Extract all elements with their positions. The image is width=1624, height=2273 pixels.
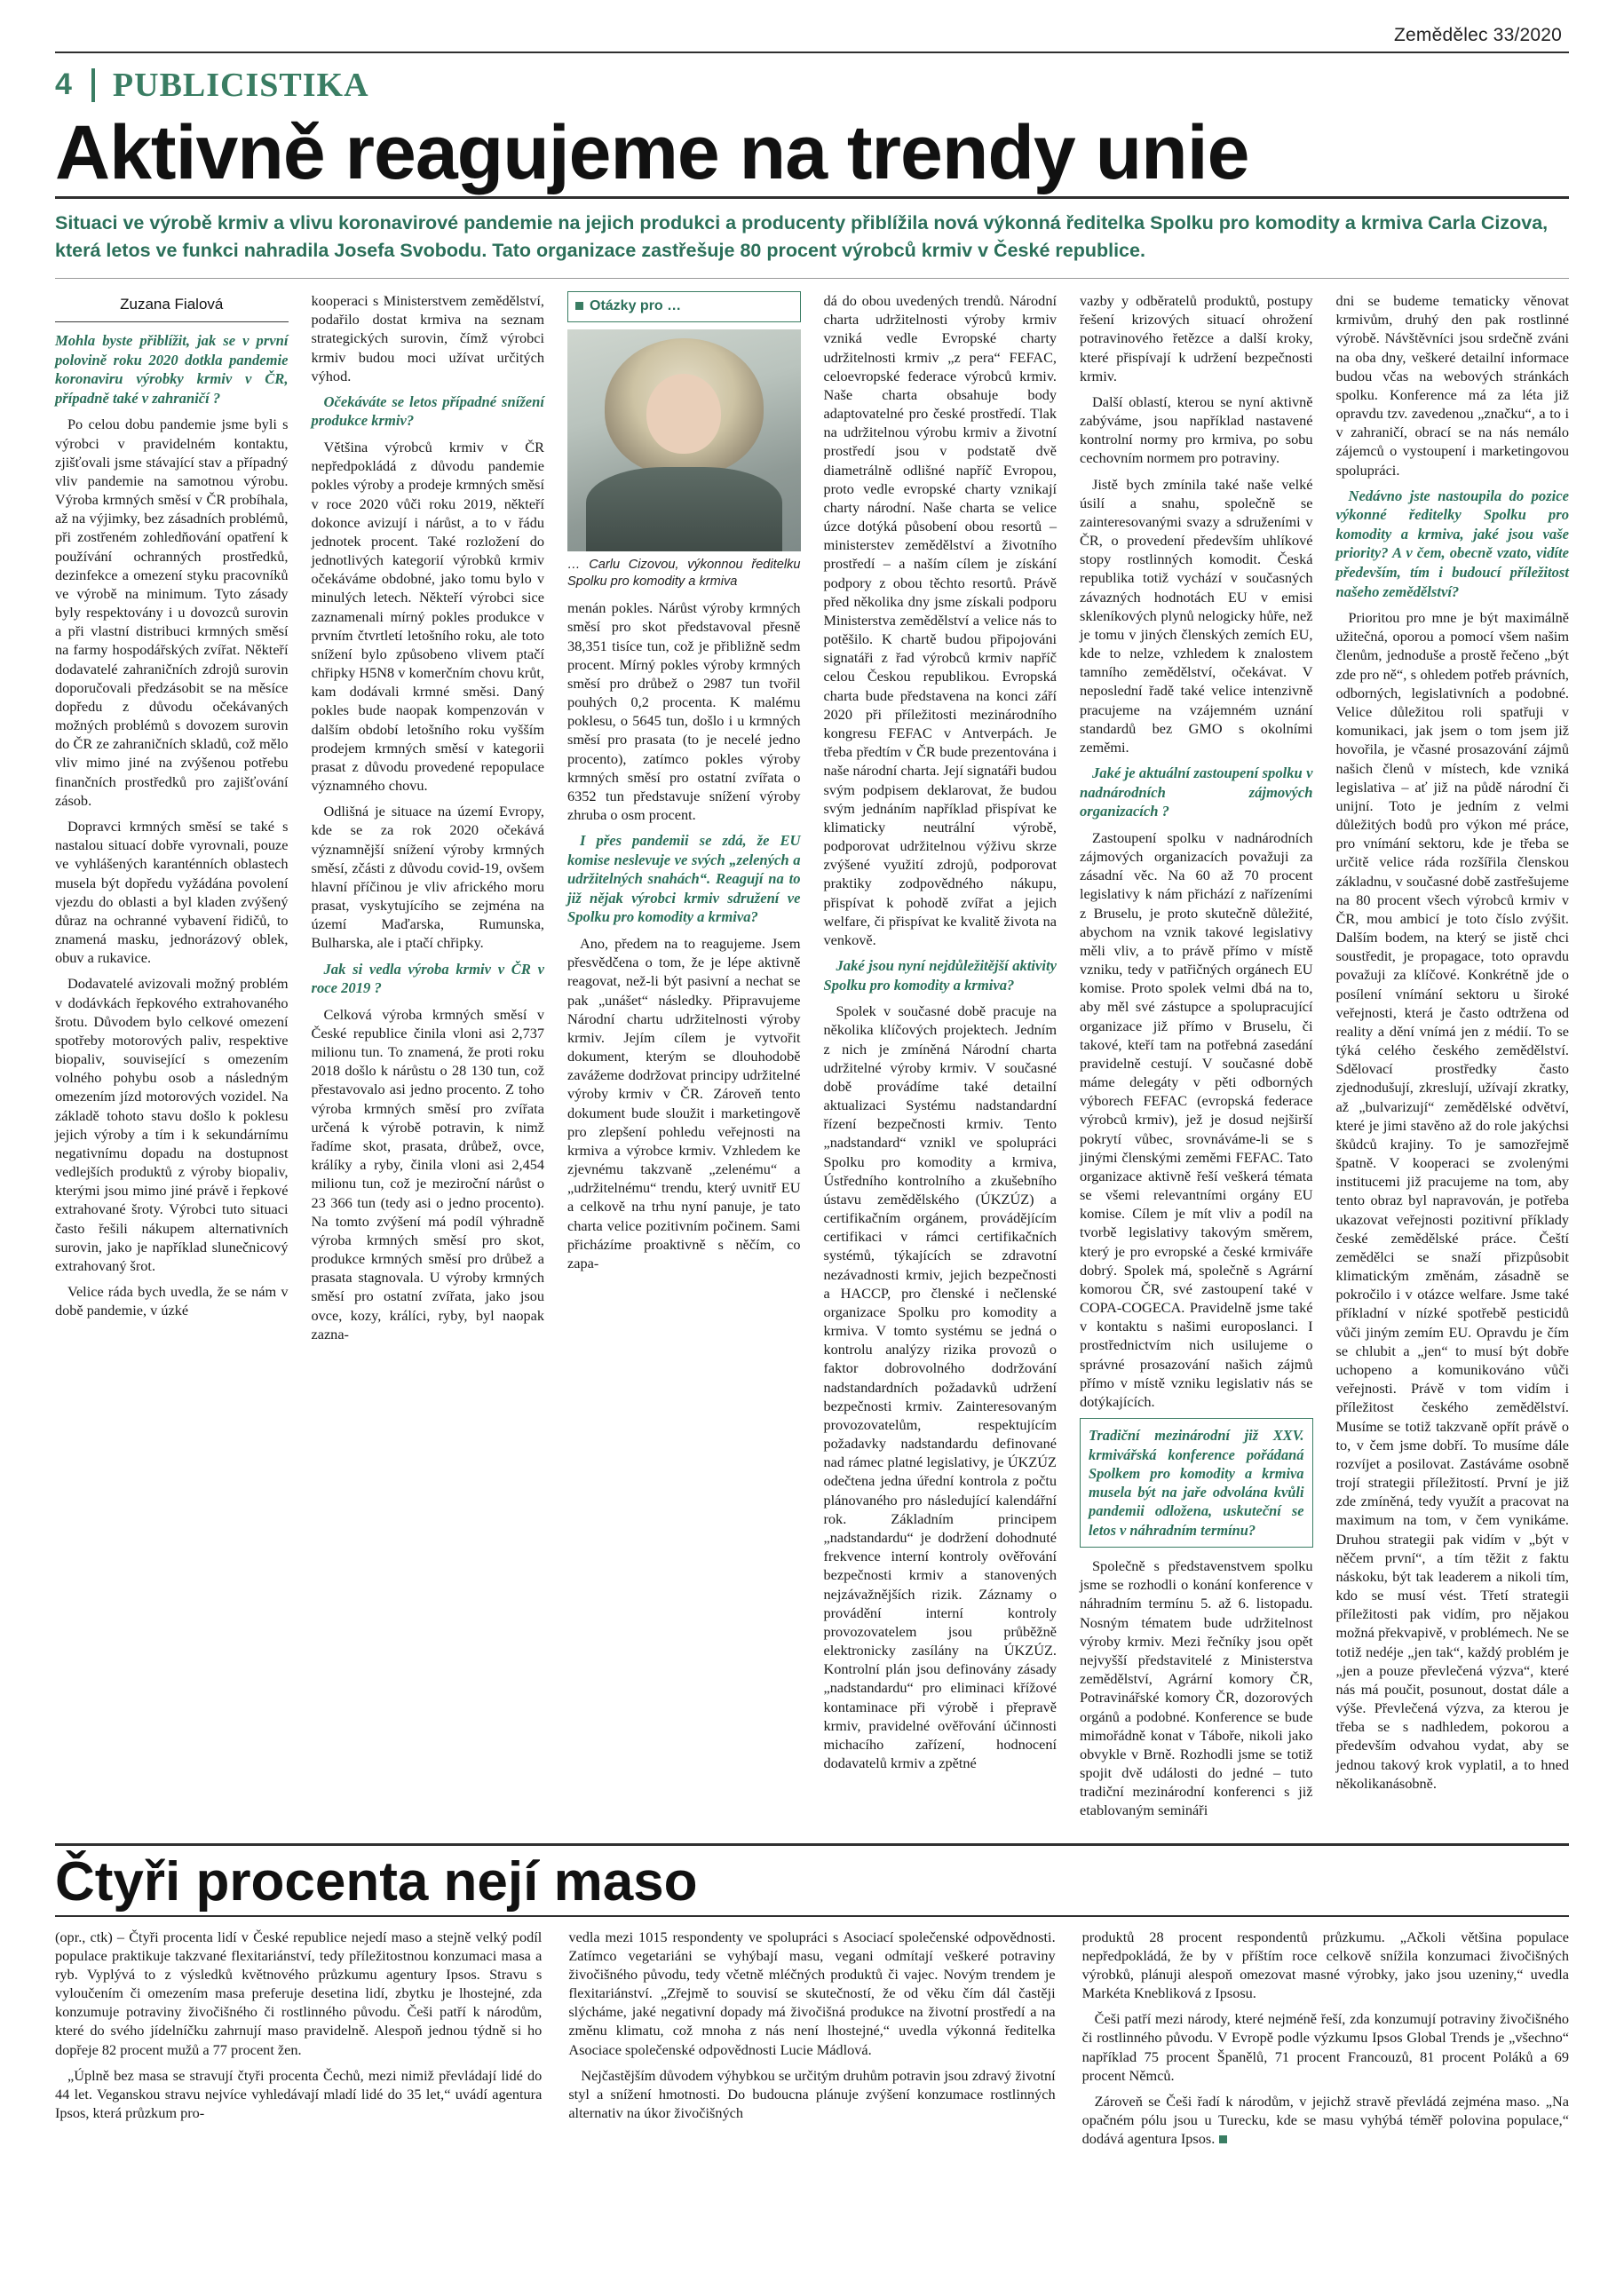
column-3 [567, 291, 801, 1827]
paragraph: Jistě bych zmínila také naše velké úsilí a snahu, společně se zainteresovanými svazy a sdruženími v ČR, o provedení především uhlíkové stopy rostlinných komodit. Česká republika totiž vychází v současných závazných hodnotách EU v emisi skleníkových plynů nelogicky hůře, než je tomu v jiných členských zemích EU, kde to nelze, vzhledem k znalostem tamního zemědělství, očekávat. V neposlední řadě také velice intenzivně pracujeme na vzájemném uznání standardů bez GMO s okolními zeměmi. [1080, 475, 1313, 756]
paragraph: Po celou dobu pandemie jsme byli s výrobci v pravidelném kontaktu, zjišťovali jsme stávající stav a případný vliv pandemie na samotnou výrobu. Výroba krmných směsí v ČR probíhala, až na výjimky, bez zásadních problémů, při zostřeném zohledňování opatření k používání ochranných prostředků, dezinfekce a omezení styku pracovníků ve výrobě na minimum. Tyto zásady byly respektovány i u dovozců surovin a při vlastní distribuci krmných směsí na farmy hospodářských zvířat. Někteří dodavatelé zahraničních zdrojů surovin doporučovali předzásobit se na měsíce dopředu z důvodu očekávaných možných problémů s dovozem surovin do ČR ze zahraničních skladů, což mělo vliv mimo jiné na zvýšenou potřebu finančních prostředků pro zajišťování zásob. [55, 416, 289, 809]
paragraph: Celková výroba krmných směsí v České republice činila vloni asi 2,737 milionu tun. To znamená, že proti roku 2018 došlo k nárůstu o 28 130 tun, což přestavovalo asi jedno procento. Z toho výroba krmných směsí pro zvířata určená k výrobě potravin, k nimž řadíme skot, prasata, drůbež, ovce, králíky a ryby, činila vloni asi 2,454 milionu tun, což je meziroční nárůst o 23 366 tun (tedy asi o jedno procento). Na tomto zvýšení má podíl výhradně výroba krmných směsí pro skot, produkce krmných směsí pro drůbež a prasata stagnovala. U výroby krmných směsí pro ostatní zvířata, jako jsou ovce, kozy, králíci, ryby, byl naopak zazna- [311, 1005, 544, 1342]
lead-divider [55, 278, 1569, 279]
article2-headline: Čtyři procenta nejí maso [55, 1850, 698, 1913]
bullet-square-icon [575, 302, 583, 310]
portrait-photo [567, 329, 801, 551]
paragraph: dni se budeme tematicky věnovat krmivům, druhý den pak rostlinné výrobě. Návštěvníci jsou srdečně zváni na oba dny, veškeré detailní informace budou včas na webových stránkách spolku. Konference má za léta již opravdu tzv. zavedenou „značku“, a to i v zahraničí, obrací se na nás nemálo zájemců o vystoupení i marketingovou spolupráci. [1335, 292, 1569, 479]
photo-face-shape [646, 374, 721, 454]
byline: Zuzana Fialová [55, 295, 289, 322]
paragraph [1082, 2092, 1569, 2149]
paragraph: vedla mezi 1015 respondenty ve spolupráci s Asociací společenské odpovědnosti. Zatímco vegetariáni se vyhýbají masu, vegani odmítají veškeré potraviny živočišného původu, tedy včetně mléčných produktů či vajec. Novým trendem je flexitariánství. „Zřejmě to souvisí se skutečností, že od věku čím dál častěji slýcháme, jaké negativní dopady má živočišná produkce na životní prostředí a na změnu klimatu, což mnoha z nás není lhostejné,“ uvedla výkonná ředitelka Asociace společenské odpovědnosti Lucie Mádlová. [568, 1928, 1056, 2058]
highlight-question: Tradiční mezinárodní již XXV. krmivářská konference pořádaná Spolkem pro komodity a krmiva musela být na jaře odvolána kvůli pandemii odložena, uskuteční se letos v náhradním termínu? [1089, 1427, 1304, 1539]
article2-columns [55, 1928, 1569, 2156]
paragraph: vazby y odběratelů produktů, postupy řešení krizových situací ohrožení potravinového řetězce a další kroky, které přispívají k udržení bezpečnosti krmiv. [1080, 292, 1313, 384]
column-4 [824, 291, 1058, 1827]
paragraph: Ano, předem na to reagujeme. Jsem přesvědčena o tom, že je lépe aktivně reagovat, než-li být pasivní a nechat se pak „unášet“ následky. Připravujeme Národní chartu udržitelnosti výroby krmiv. Jejím cílem je vytvořit dokument, kterým se dlouhodobě zavážeme dodržovat principy udržitelné výroby krmiv v ČR. Zároveň tento dokument bude sloužit i marketingově pro zlepšení pohledu veřejnosti na krmiva a výrobce krmiv. Vzhledem ke zjevnému takzvaně „zelenému“ a „udržitelnému“ trendu, který uvnitř EU a celkově na trhu nyní panuje, je tato charta velice pozitivním počinem. Sami přicházíme proaktivně s něčím, co zapa- [567, 935, 801, 1271]
a2-column-2 [568, 1928, 1055, 2156]
paragraph: Další oblastí, kterou se nyní aktivně zabýváme, jsou například nastavené kontrolní normy pro krmiva, po sobu cechovním normem pro potraviny. [1080, 392, 1313, 467]
section-bar [0, 53, 1624, 106]
paragraph: Dodavatelé avizovali možný problém v dodávkách řepkového extrahovaného šrotu. Důvodem bylo celkové omezení spotřeby motorových paliv, respektive biopaliv, související s omezením volného pohybu osob a následným omezením jízd motorových vozidel. Na základě tohoto stavu došlo k poklesu jejich výroby a tím i k sekundárnímu negativnímu dopadu na dostupnost vedlejších produktů z výroby biopaliv, kterými jsou mimo jiné právě i řepkové extrahované šroty. Výrobci tuto situaci často řešili nákupem alternativních surovin, jako je například slunečnicový extrahovaný šrot. [55, 975, 289, 1274]
column-5 [1080, 291, 1313, 1827]
paragraph: menán pokles. Nárůst výroby krmných směsí pro skot představoval přesně 38,351 tisíce tun, což je přibližně sedm procent. Mírný pokles výroby krmných směsí pro drůbež o 2987 tun tvořil pouhých 0,2 procenta. K malému poklesu, o 5645 tun, došlo i u krmných směsí pro prasata (to je necelé jedno procento), zatímco pokles výroby krmných směsí pro ostatní zvířata o 6352 tun představuje snížení výroby zhruba o osm procent. [567, 599, 801, 824]
page-footer-space [0, 2155, 1624, 2182]
paragraph: Zastoupení spolku v nadnárodních zájmových organizacích považuji za zásadní věc. Na 60 až 70 procent legislativy k nám přichází z nařízeními z Bruselu, je proto skutečně důležité, abychom na vznik takové legislativy měli vliv, a to právě přímo v místě vzniku, tedy v patřičných orgánech EU komise. Proto spolek velmi dbá na to, aby měl své zástupce a spolupracující organizace již přímo v Bruselu, či takové, kteří tam na potřebná zasedání pravidelně cestují. V současné době máme delegáty v pěti odborných výborech FEFAC (evropská federace výrobců krmiv), jež je dosud nejširší pokrytí vůbec, srovnáváme-li se s jinými členskými zeměmi FEFAC. Tato organizace aktivně řeší veškerá témata se všemi relevantními orgány EU komise. Cílem je mít vliv a podíl na tvorbě legislativy takovým směrem, který je pro evropské a české krmiváře dobrý. Spolek má, společně s Agrární komorou ČR, své zastoupení také v COPA-COGECA. Pravidelně jsme také v kontaktu s našimi europoslanci. I prostřednictvím nich usilujeme o správné prosazování našich zájmů přímo v místě vzniku legislativ nás se dotýkajících. [1080, 828, 1313, 1410]
interview-question: I přes pandemii se zdá, že EU komise neslevuje ve svých „zelených a udržitelných snahách“. Reagují na to již nějak výrobci krmiv sdružení ve Spolku pro komodity a krmiva? [567, 832, 801, 926]
paragraph: produktů 28 procent respondentů průzkumu. „Ačkoli většina populace nepředpokládá, že by v příštím roce celkově snížila konzumaci živočišných výrobků, plánuji alespoň omezovat masné výrobky, jako jsou uzeniny,“ uvedla Markéta Knebliková z Ipsosu. [1081, 1928, 1569, 2002]
interview-question: Jaké je aktuální zastoupení spolku v nadnárodních zájmových organizacích ? [1080, 764, 1313, 820]
article1-columns [55, 291, 1569, 1827]
questions-box [567, 291, 801, 322]
paragraph: Většina výrobců krmiv v ČR nepředpokládá z důvodu pandemie pokles výroby a prodeje krmných směsí v roce 2020 vůči roku 2019, někteří dokonce avizují i nárůst, a to v řádu jednotek procent. Také rozložení do jednotlivých kategorií výrobků krmiv očekáváme obdobné, jako tomu bylo v minulých letech. Někteří výrobci sice zaznamenali mírný pokles produkce v prvním čtvrtletí letošního roku, ale toto snížení bylo způsobeno vlivem ptačí chřipky H5N8 v komerčním chovu krůt, kam dodávali krmné směsi. Daný pokles bude naopak kompenzován v dalším období letošního roku vyšším prodejem krmných směsí v kategorii prasat z důvodu provedené repopulace významného chovu. [311, 439, 544, 795]
section-title: PUBLICISTIKA [91, 68, 369, 102]
interview-question: Očekáváte se letos případné snížení produkce krmiv? [311, 392, 544, 430]
article2-headline-divider [55, 1915, 1569, 1917]
article-headline: Aktivně reagujeme na trendy unie [55, 110, 1249, 195]
paragraph: Nejčastějším důvodem výhybkou se určitým druhům potravin jsou zdravý životní styl a snížení hmotnosti. Do budoucna plánuje zvýšení konzumace rostlinných alternativ na úkor živočišných [568, 2066, 1056, 2122]
paragraph: Velice ráda bych uvedla, že se nám v době pandemie, v úzké [55, 1283, 289, 1319]
paragraph: Společně s představenstvem spolku jsme se rozhodli o konání konference v náhradním termínu 5. až 6. listopadu. Nosným tématem bude udržitelnost výroby krmiv. Mezi řečníky jsou opět nejvyšší představitelé z Ministerstva zemědělství, Agrární komory ČR, Potravinářské komory ČR, dozorových orgánů a podobné. Konference se bude mimořádně konat v Táboře, nikoli jako obvykle v Brně. Rozhodli jsme se totiž spojit dvě události do jedné – tuto tradiční mezinárodní konferenci s již etablovaným semináři [1080, 1557, 1313, 1819]
paragraph: kooperaci s Ministerstvem zemědělství, podařilo dostat krmiva na seznam strategických surovin, čímž výrobci krmiv budou moci užívat určitých výhod. [311, 292, 544, 384]
column-1 [55, 291, 289, 1827]
article-lead: Situaci ve výrobě krmiv a vlivu koronavirové pandemie na jejich produkci a producenty přiblížila nová výkonná ředitelka Spolku pro komodity a krmiva Carla Cizova, která letos ve funkci nahradila Josefa Svobodu. Tato organizace zastřešuje 80 procent výrobců krmiv v České republice. [55, 212, 1549, 261]
paragraph: Spolek v současné době pracuje na několika klíčových projektech. Jedním z nich je zmíněná Národní charta udržitelné výroby krmiv. V současné době provádíme také detailní aktualizaci Systému nadstandardní řízení bezpečnosti krmiv. Tento „nadstandard“ vznikl ve spolupráci Spolku pro komodity a krmiva, Ústředního kontrolního a zkušebního ústavu zemědělského (ÚKZÚZ) a certifikačním orgánem, provádějícím certifikaci v rámci certifikačních systémů, týkajících se zdravotní nezávadnosti krmiv, jejich bezpečnosti a HACCP, pro členské i nečlenské organizace Spolku pro komodity a krmiva. V tomto systému se jedná o kontrolu analýzy rizika provozů o faktor dobrovolného dodržování nadstandardních požadavků udržení bezpečnosti krmiv. Zainteresovaným provozovatelům, respektujícím požadavky nadstandardu definované nad rámec platné legislativy, je ÚKZÚZ odečtena jedna úřední kontrola z počtu plánovaného pro následující kalendářní rok. Základním principem „nadstandardu“ je dodržení dohodnuté frekvence interní kontroly ověřování bezpečnosti krmiv a stanovených nejzávažnějších rizik. Záznamy o provádění interní kontroly provozovatelem jsou průběžně elektronicky zasílány na ÚKZÚZ. Kontrolní plán jsou definovány zásady „nadstandardu“ pro eliminaci křížové kontaminace při výrobě i přepravě krmiv, pravidelné ověřování účinnosti michacího zařízení, hodnocení dodavatelů krmiv a zpětné [823, 1002, 1057, 1772]
interview-question: Jaké jsou nyní nejdůležitější aktivity Spolku pro komodity a krmiva? [823, 957, 1057, 994]
column-6 [1336, 291, 1570, 1827]
questions-box-title [575, 297, 793, 316]
paragraph: Prioritou pro mne je být maximálně užitečná, oporou a pomocí všem našim členům, jednoduše a prostě řečeno „být zde pro ně“, s ohledem potřeb právních, odborných, legislativních a podobné. Velice důležitou roli spatřuji v komunikaci, jak jsem o tom jsem již hovořila, je včasné prosazování zájmů našich členů v místech, kde vzniká legislativa – ať již na půdě národní či unijní. Toto je jedním z velmi důležitých bodů pro výkon mé práce, pro vnímání sektoru, kde je třeba se určitě velice ráda rozšířila členskou základnu, v současné době zastřešujeme na 80 procent všech výrobců krmiv v ČR, mou ambicí je toto číslo zvýšit. Dalším bodem, na který se jistě chci soustředit, je propagace, toto opravdu považuji za klíčové. Konkrétně jde o posílení vnímání sektoru u široké veřejnosti, která je často odtržena od reality a dění vnímá jen z médií. To se týká celého českého zemědělství. Sdělovací prostředky často zjednodušují, zkreslují, užívají zkratky, až „bulvarizují“ zemědělské odvětví, které je jimi stavěno až do role jakýchsi škůdců krajiny. To je samozřejmě špatně. V kooperaci se zvolenými institucemi již pracujeme na tom, aby tento obraz byl napravován, je potřeba ukazovat veřejnosti pozitivní příklady české zemědělské práce. Čeští zemědělci se snaží přizpůsobit klimatickým změnám, zásadně se pokročilo i v otázce welfare. Jsme také příkladní v nízké spotřebě pesticidů vůči jiným zemím EU. Opravdu je čím se chlubit a „jen“ to musí být dobře uchopeno a komunikováno vůči veřejnosti. Právě v tom vidím i příležitost českého zemědělství. Musíme se totiž takzvaně opřít právě o to, v čem jsme dobří. To musíme dále rozvíjet a posilovat. Zastáváme osobně trojí strategii příležitostí. První je již zde zmíněná, tedy využít a pracovat na maximum na tom, v čem vynikáme. Druhou strategii pak vidím v „být v něčem první“, a tím těžit z faktu náskoku, být tak leaderem a nikoli tím, kdo se musí vést. Třetí strategii příležitosti pak vidím, pro nějakou možná překvapivě, v problémech. Ne se totiž nedéje „jen tak“, každý problém je „jen a pouze převlečená výzva“, které nás má poučit, posunout, dostat dále a výše. Převlečená výzva, za kterou je třeba se s nadhledem, pokorou a především odvahou vydat, aby se jednou takový krok vyplatil, a to hned několikanásobně. [1335, 609, 1569, 1792]
paragraph: Češi patří mezi národy, které nejméně řeší, zda konzumují potraviny živočišného či rostlinného původu. V Evropě podle výzkumu Ipsos Global Trends je „všechno“ například 75 procent Španělů, 71 procent Francouzů, 81 procent Poláků a 69 procent Němců. [1081, 2010, 1569, 2084]
masthead [0, 0, 1624, 51]
highlight-box [1080, 1418, 1313, 1548]
a2-column-3 [1082, 1928, 1569, 2156]
paragraph: dá do obou uvedených trendů. Národní charta udržitelnosti výroby krmiv vzniká vedle Evropské charty udržitelnosti krmiv „z pera“ FEFAC, celoevropské federace výrobců krmiv. Naše charta obsahuje body adaptovatelné pro české prostředí. Tlak na udržitelnou výrobu krmiv a životní prostředí jsou v podstatě dvě diametrálně odlišné napříč Evropou, proto vedle evropské charty vznikají charty národní. Naše charta se velice úzce dotýká působení obou resortů – ministerstev zemědělství a životního prostředí – a naším cílem je získání podpory z obou těchto resortů. Právě před několika dny jsme získali podporu Ministerstva zemědělství a velice nás to potěšilo. K chartě budou připojováni signatáři z řad výrobců krmiv napříč celou Českou republikou. Evropská charta bude představena na konci září 2020 při příležitosti mezinárodního kongresu FEFAC v Antverpách. Je třeba předtím v ČR bude prezentována i naše národní charta. Její signatáři budou svým podpisem deklarovat, že budou svým jednáním například přispívat ke klimaticky neutrální výrobě, podporovat udržitelnou výživu skrze zvýšené využití zdrojů, podporovat praktiky zodpovědného nákupu, přispívat k pohodě zvířat a jejich welfare, či přispívat ke kvalitě života na venkově. [823, 292, 1057, 948]
a2-column-1 [55, 1928, 542, 2156]
page-number: 4 [55, 67, 72, 101]
photo-caption: … Carlu Cizovou, výkonnou ředitelku Spolku pro komodity a krmiva [567, 557, 801, 589]
paragraph: Dopravci krmných směsí se také s nastalou situací dobře vyrovnali, pouze ve vyhlášených karanténních oblastech musela být dopředu vyžádána povolení vjezdu do oblasti a byl kladen zvýšený důraz na ochranné vybavení řidičů, to znamená masku, jednorázový oblek, obuv a rukavice. [55, 817, 289, 967]
headline-divider [55, 196, 1569, 199]
end-mark-icon [1219, 2135, 1227, 2143]
paragraph: (opr., ctk) – Čtyři procenta lidí v České republice nejedí maso a stejně velký podíl populace praktikuje takzvané flexitariánství, tedy příležitostnou konzumaci masa a ryb. Vyplývá to z výsledků květnového průzkumu agentury Ipsos. Stravu s vyloučením či omezením masa preferuje desetina lidí, zbytku je lhostejné, zda konzumuje potraviny živočišného či rostlinného původu. Češi patří k národům, které do svého jídelníčku zahrnují maso pravidelně. Alespoň jednou týdně si ho dopřeje 82 procent mužů a 77 procent žen. [55, 1928, 543, 2058]
issue-label: Zemědělec 33/2020 [1393, 25, 1562, 45]
paragraph: Odlišná je situace na území Evropy, kde se za rok 2020 očekává významnější snížení výroby krmných směsí, zčásti z důvodu covid-19, ovšem hlavní příčinou je vliv afrického moru prasat, vyskytujícího se zejména na území Maďarska, Rumunska, Bulharska, ale i ptačí chřipky. [311, 803, 544, 952]
interview-question: Nedávno jste nastoupila do pozice výkonné ředitelky Spolku pro komodity a krmiva, jaké jsou vaše priority? A v čem, obecně vzato, vidíte především, tím i budoucí příležitost našeho zemědělství? [1335, 487, 1569, 600]
questions-box-label: Otázky pro … [590, 298, 682, 314]
column-2 [312, 291, 545, 1827]
paragraph-text: Zároveň se Češi řadí k národům, v jejichž stravě převládá zejména maso. „Na opačném pólu jsou u Turecku, kde se masu vyhýbá téměř polovina populace,“ dodává agentura Ipsos. [1081, 2092, 1569, 2148]
paragraph: „Úplně bez masa se stravují čtyři procenta Čechů, mezi nimiž převládají lidé do 44 let. Veganskou stravu nejvíce vyhledávají mladí lidé do 35 let,“ uvádí agentura Ipsos, která průzkum pro- [55, 2066, 543, 2122]
photo-body-shape [586, 467, 782, 551]
interview-question: Jak si vedla výroba krmiv v ČR v roce 2019 ? [311, 960, 544, 997]
interview-question: Mohla byste přiblížit, jak se v první polovině roku 2020 dotkla pandemie koronaviru výrobky krmiv v ČR, případně také v zahraničí ? [55, 332, 289, 407]
article-separator [55, 1843, 1569, 1846]
